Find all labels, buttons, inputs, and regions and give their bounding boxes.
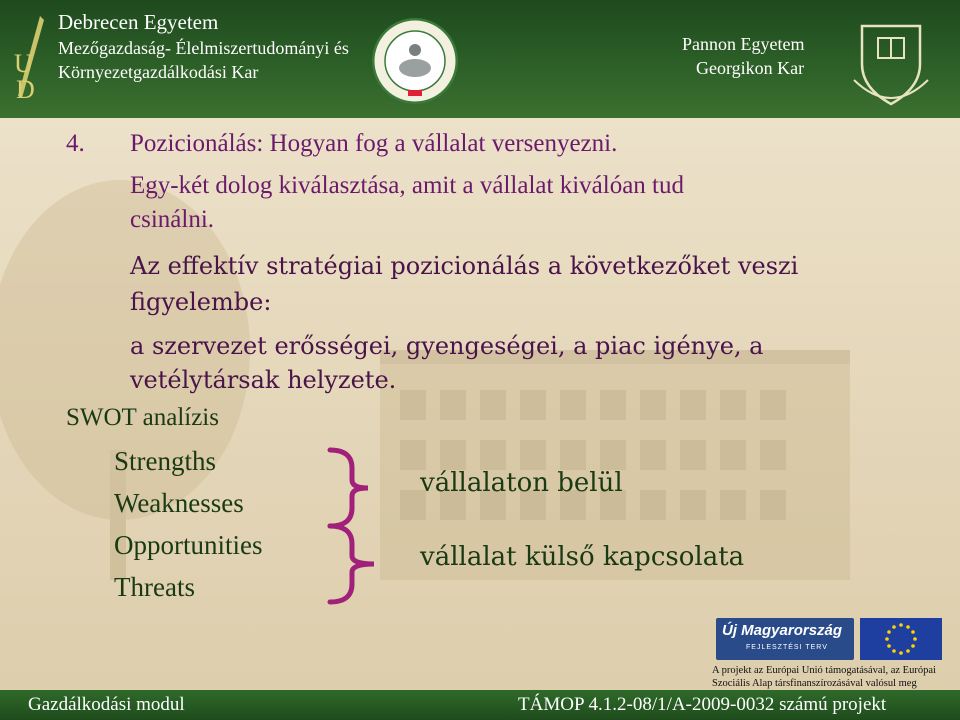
header-left-line2: Mezőgazdaság- Élelmiszertudományi és [58,38,349,58]
footer-left-text: Gazdálkodási modul [28,694,185,715]
heading-text: Pozicionálás: Hogyan fog a vállalat versenyezni. [130,130,618,157]
eu-funding-note-line1: A projekt az Európai Unió támogatásával, az Európai [712,665,936,676]
header-right-line1: Pannon Egyetem [682,34,805,54]
external-label: vállalat külső kapcsolata [420,542,745,572]
debrecen-university-logo-icon [10,12,50,108]
swot-title: SWOT analízis [66,404,219,431]
faculty-seal-icon [372,18,458,104]
pannon-university-crest-icon [848,20,934,110]
header-left-line1: Debrecen Egyetem [58,10,219,34]
header-right-line2: Georgikon Kar [696,58,805,78]
uj-magyarorszag-logo-text: Új Magyarország [722,622,843,639]
content-line-6: a szervezet erősségei, gyengeségei, a piac igénye, a [130,332,764,360]
swot-item-threats: Threats [114,572,195,602]
content-line-2: Egy-két dolog kiválasztása, amit a vállalat kiválóan tud [130,172,684,199]
internal-brace-icon [322,446,382,530]
content-line-5: figyelembe: [130,288,272,316]
eu-flag-icon [860,618,942,660]
eu-funding-note [712,664,952,690]
content-line-4: Az effektív stratégiai pozicionálás a következőket veszi [130,252,799,280]
header-left-line3: Környezetgazdálkodási Kar [58,62,259,82]
uj-magyarorszag-logo-subtext: FEJLESZTÉSI TERV [746,644,828,651]
swot-item-weaknesses: Weaknesses [114,488,244,518]
heading-number: 4. [66,130,85,157]
footer-bar [0,690,960,720]
content-line-7: vetélytársak helyzete. [130,366,397,394]
external-brace-icon [322,522,382,606]
header-banner [0,0,960,118]
uj-magyarorszag-logo [716,618,854,660]
svg-text:U: U [14,49,33,78]
internal-label: vállalaton belül [420,468,623,498]
swot-item-strengths: Strengths [114,446,217,476]
svg-text:D: D [16,75,35,104]
content-line-3: csinálni. [130,206,215,233]
eu-funding-note-line2: Szociális Alap társfinanszírozásával valósul meg [712,678,917,689]
swot-item-opportunities: Opportunities [114,530,263,560]
footer-right-text: TÁMOP 4.1.2-08/1/A-2009-0032 számú projekt [518,694,887,715]
